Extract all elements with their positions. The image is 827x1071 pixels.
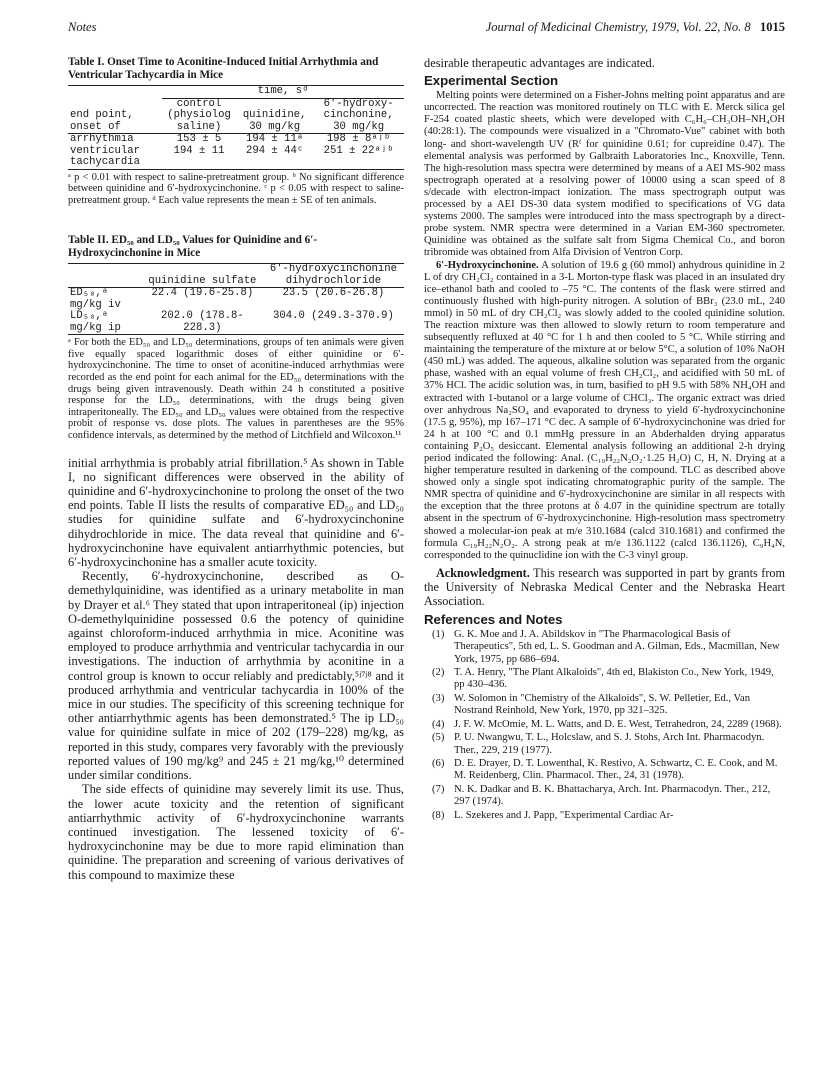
reference-item [424, 758, 785, 783]
acknowledgment-text: This research was supported in part by grants from the University of Nebraska Medical Center and the Nebraska Heart Association. [424, 565, 785, 608]
reference-item [424, 784, 785, 809]
table-cell: 294 ± 44ᶜ [246, 144, 304, 157]
paragraph: The side effects of quinidine may severely limit its use. Thus, the lower acute toxicity and the retention of significant antiarrhythmic activity of 6′-hydroxycinchonine warrants continued investigation. The lessened toxicity of 6′-hydroxycinchonine may be due to more rapid elimination than quinidine. The preparation and screening of various derivatives of this compound to maximize these [68, 782, 404, 882]
left-column [68, 56, 404, 882]
table1-caption [68, 56, 404, 82]
table1-col1-header: control (physiolog saline) [167, 97, 231, 133]
reference-number: (2) [432, 667, 445, 679]
table-cell: 198 ± 8ᵃʲᵇ [326, 133, 391, 145]
table-cell: 194 ± 11 [173, 144, 225, 157]
table1-col0-header: end point, onset of [70, 109, 134, 133]
table2-footnote: ᵃ For both the ED₅₀ and LD₅₀ determinations, groups of ten animals were given five equally spaced logarithmic doses of either quinidine or 6′-hydroxycinchonine. The time to onset of aconitine-induced arrhythmias were recorded as the end point for each animal for the ED₅₀ determinations with the drugs being given intravenously. Death within 24 h constituted a positive response for the LD₅₀ determinations, with the drugs being given intraperitoneally. The ED₅₀ and LD₅₀ values were obtained from the respective probit of response vs. dose plots. The values in parentheses are the 95% confidence intervals, as determined by the method of Litchfield and Wilcoxon.¹¹ [68, 337, 404, 442]
right-column [424, 56, 785, 823]
subsection-heading: 6′-Hydroxycinchonine. [436, 259, 539, 271]
reference-item [424, 629, 785, 666]
table-cell: 304.0 (249.3-370.9) [273, 310, 394, 323]
table-cell: ventricular tachycardia [70, 144, 140, 168]
table2 [68, 263, 404, 335]
paragraph: initial arrhythmia is probably atrial fibrillation.⁵ As shown in Table I, no significant differences were observed in the ability of quinidine and 6′-hydroxycinchonine to prolong the onset of the two end points. Table II lists the results of comparative ED₅₀ and LD₅₀ studies for quinidine sulfate and 6′-hydroxycinchonine dihydrochloride in mice. The data reveal that quinidine and 6′-hydroxycinchonine have equivalent antiarrhythmic potencies, but 6′-hydroxycinchonine has a smaller acute toxicity. [68, 455, 404, 570]
reference-item [424, 719, 785, 731]
reference-item [424, 667, 785, 692]
reference-text: W. Solomon in "Chemistry of the Alkaloids", S. W. Pelletier, Ed., Van Nostrand Reinhold, New York, 1970, pp 321–325. [454, 692, 751, 717]
reference-text: L. Szekeres and J. Papp, "Experimental Cardiac Ar- [454, 809, 674, 821]
reference-text: T. A. Henry, "The Plant Alkaloids", 4th ed, Blakiston Co., New York, 1949, pp 430–436. [454, 667, 774, 691]
table-cell: LD₅₀,ᵃ mg/kg ip [70, 310, 121, 334]
paragraph: Recently, 6′-hydroxycinchonine, described as O-demethylquinidine, was identified as a urinary metabolite in man by Drayer et al.⁶ They stated that upon intraperitoneal (ip) injection O-demethylquinidine possessed 0.6 the potency of quinidine against chloroform-induced arrhythmia in mice. Aconitine was employed to produce arrhythmia and ventricular tachycardia in our investigations. The induction of arrhythmia by aconitine in a control group is known to occur reliably and predictably,⁵ʲ⁷ʲ⁸ and it produced arrhythmia and ventricular tachycardia in 100% of the mice in our studies. The specificity of this screening technique for other antiarrhythmic agents has been demonstrated.⁵ The ip LD₅₀ value for quinidine sulfate in mice of 202 (179–228) mg/kg, as reported in this study, compares very favorably with the previously reported values of 190 mg/kg⁹ and 245 ± 21 mg/kg,¹⁰ determined under similar conditions. [68, 569, 404, 783]
table-cell: 22.4 (19.6-25.8) [151, 287, 254, 300]
acknowledgment [424, 566, 785, 608]
reference-number: (7) [432, 783, 445, 795]
reference-number: (8) [432, 809, 445, 821]
section-heading: Experimental Section [424, 73, 559, 89]
table1-col2-header: quinidine, 30 mg/kg [242, 109, 307, 133]
reference-number: (6) [432, 757, 445, 769]
left-body-text [68, 456, 404, 882]
reference-item [424, 732, 785, 757]
reference-text: P. U. Nwangwu, T. L., Holcslaw, and S. J. Stohs, Arch Int. Pharmacodyn. Ther., 229, 219 (1977). [454, 732, 765, 756]
table1 [68, 85, 404, 170]
table-row [68, 134, 404, 146]
table2-caption [68, 234, 404, 260]
reference-number: (1) [432, 628, 445, 640]
table-cell: ED₅₀,ᵃ mg/kg iv [70, 287, 121, 311]
reference-number: (5) [432, 732, 445, 744]
table-cell: 23.5 (20.6-26.8) [282, 287, 385, 300]
table1-title: Onset Time to Aconitine-Induced Initial Arrhythmia and Ventricular Tachycardia in Mice [68, 56, 379, 81]
reference-text: J. F. W. McOmie, M. L. Watts, and D. E. West, Tetrahedron, 24, 2289 (1968). [454, 718, 782, 730]
table2-title: ED₅₀ and LD₅₀ Values for Quinidine and 6′-Hydroxycinchonine in Mice [68, 234, 318, 260]
table1-span-header: time, sᵈ [162, 86, 404, 99]
table-cell: arrhythmia [70, 133, 134, 145]
table1-col3-header: 6′-hydroxy-cinchonine, 30 mg/kg [323, 97, 394, 133]
acknowledgment-heading: Acknowledgment. [436, 565, 530, 580]
reference-number: (4) [432, 718, 445, 730]
experimental-text [424, 90, 785, 562]
table1-footnote: ᵃ p < 0.01 with respect to saline-pretreatment group. ᵇ No significant difference between quinidine and 6′-hydroxycinchonine. ᶜ p < 0.05 with respect to saline-pretreatment group. ᵈ Each value represents the mean ± SE of ten animals. [68, 171, 404, 206]
table2-label: Table II. [68, 234, 109, 247]
reference-text: G. K. Moe and J. A. Abildskov in "The Pharmacological Basis of Therapeutics", 5th ed, L. S. Goodman and A. Gilman, Eds., Macmillan, New York, 1975, pp 686–694. [454, 628, 780, 665]
reference-item [424, 810, 785, 822]
table-row [68, 288, 404, 312]
paragraph [424, 260, 785, 562]
table1-label: Table I. [68, 56, 105, 68]
table-cell: 202.0 (178.8-228.3) [161, 310, 244, 334]
running-header-section: Notes [68, 20, 97, 34]
table-cell: 153 ± 5 [176, 133, 222, 145]
table-cell: 194 ± 11ᵃ [246, 133, 304, 145]
references-heading: References and Notes [424, 611, 563, 627]
table-row [68, 146, 404, 170]
paragraph-body: anhydrous quinidine in 2 L of dry CH₂Cl₂ contained in a 3-L Morton-type flask was placed in an insulated dry ice–ethanol bath and cooled to –75 °C. The contents of the flask were stirred and continuously flushed with high-purity nitrogen. A solution of BBr₃ (23.0 mL, 240 mmol) in 50 mL of dry CH₂Cl₂ was slowly added to the cooled quinidine solution. The reaction mixture was then allowed to slowly return to room temperature and subsequently refluxed at 40 °C for 1 h and then cooled to 5 °C. While stirring and maintaining the temperature of the mixture at or below 5°C, a solution of 10% NaOH (450 mL) was added. The aqueous, alkaline solution was separated from the organic phase, washed with an equal volume of fresh CH₂Cl₂, and acidified with 50 mL of 37% HCl. The acidic solution was, in turn, basified to pH 9.5 with 58% NH₄OH and extracted with 1-butanol or a large volume of CHCl₃. The organic extract was dried over anhydrous Na₂SO₄ and evaporated to dryness to yield 6′-hydroxycinchonine (17.5 g, 95%), mp 167–171 °C dec. A sample of 6′-hydroxycinchonine was dried for 24 h at 100 °C and 0.1 mmHg pressure in an Abderhalden drying apparatus containing P₂O₅ desiccant. Elemental analysis following an additional 2-h drying period indicated the following: Anal. (C₁₉H₂₂N₂O₂·1.25 H₂O) C, H, N. Drying at a higher temperature resulted in darkening of the compound. TLC as described above showed only a single spot indicating chromatographic purity of the sample. The NMR spectra of quinidine and 6′-hydroxycinchonine are similar in all respects with the exception that the three protons at δ 4.07 in the quinidine spectrum are totally absent in the spectrum of 6′-hydroxycinchonine. High-resolution mass spectrometry showed a molecular-ion peak at m/e 310.1684 (calcd 310.1681) and confirmed the formula C₁₉H₂₂N₂O₂. A strong peak at m/e 136.1122 (calcd 136.1126), C₉H₄N, corresponded to the quinuclidine ion with the C-3 vinyl group. [424, 259, 785, 561]
paragraph: Melting points were determined on a Fisher-Johns melting point apparatus and are uncorrected. The reaction was monitored routinely on TLC with E. Merck silica gel F-254 coated plastic sheets, which were developed with C₆H₆–CH₃OH–NH₄OH (40:28:1). The compounds were visualized in a "Chromato-Vue" cabinet with both long- and short-wavelength UV (Rᶠ for quinidine 0.61; for cupreidine 0.47). The elemental analysis was performed by Galbraith Laboratories Inc., Knoxville, Tenn. The high-resolution mass spectra were determined by means of a AEI MS-902 mass spectrograph operated at a resolving power of 10000 using a scan speed of 8 s/decade with electron-impact ionization. The mass spectrograph output was processed by a AEI DS-30 data system modified to specifications of VG data systems 2000. The samples were introduced into the mass spectrograph by a direct-probe system. NMR spectra were determined in a Varian EM-360 spectrometer. Quinidine was obtained as the sulfate salt from Sigma Chemical Co., and boron tribromide was obtained from Alfa Division of Ventron Corp. [424, 90, 785, 259]
table2-col2-header: 6′-hydroxycinchonine dihydrochloride [269, 263, 397, 287]
reference-item [424, 693, 785, 718]
table-row [68, 311, 404, 335]
reference-number: (3) [432, 692, 445, 704]
right-intro: desirable therapeutic advantages are indicated. [424, 56, 655, 70]
page-number: 1015 [760, 20, 785, 34]
running-header-journal [486, 20, 785, 35]
paragraph-lead: A solution of 19.6 g (60 mmol) [541, 259, 676, 271]
reference-list [424, 629, 785, 822]
table-cell: 251 ± 22ᵃʲᵇ [323, 144, 394, 157]
journal-citation: Journal of Medicinal Chemistry, 1979, Vol. 22, No. 8 [485, 20, 751, 34]
reference-text: N. K. Dadkar and B. K. Bhattacharya, Arch. Int. Pharmacodyn. Ther., 212, 297 (1974). [454, 783, 771, 808]
reference-text: D. E. Drayer, D. T. Lowenthal, K. Restivo, A. Schwartz, C. E. Cook, and M. M. Reidenberg, Clin. Pharmacol. Ther., 24, 31 (1978). [454, 757, 778, 782]
table2-col1-header: quinidine sulfate [148, 274, 257, 287]
